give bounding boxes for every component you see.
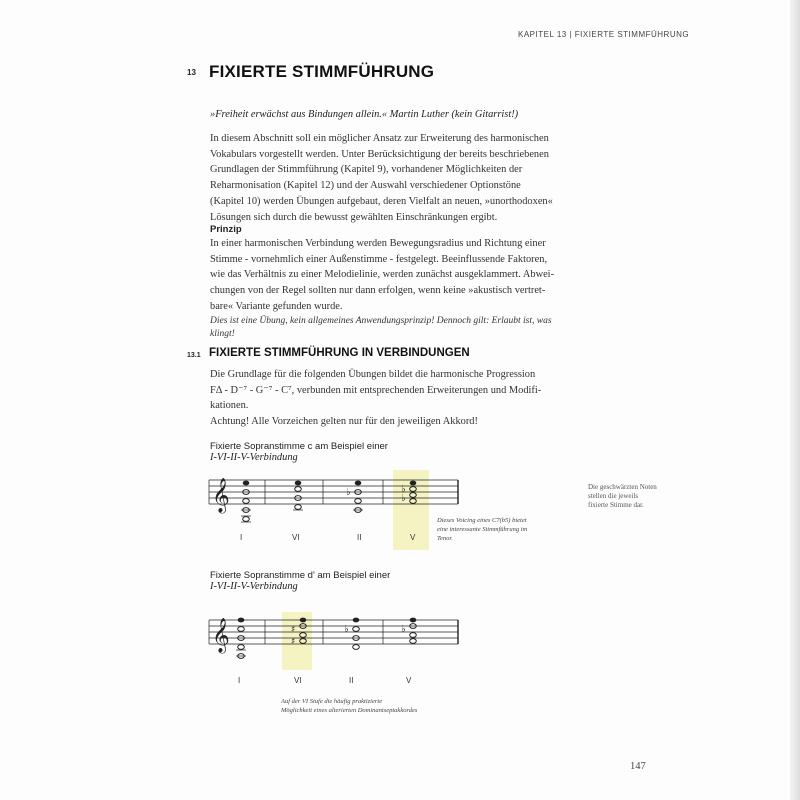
prinzip-paragraph <box>210 236 554 341</box>
section-line: FΔ - D⁻⁷ - G⁻⁷ - C⁷, verbunden mit entsprechenden Erweiterungen und Modifi- <box>210 384 542 396</box>
example1-numeral: I <box>240 533 243 542</box>
annotation-line: eine interessante Stimmführung im <box>437 526 528 533</box>
intro-line: Grundlagen der Stimmführung (Kapitel 9), vorhandener Möglichkeiten der <box>210 164 523 176</box>
example1-annotation <box>437 516 527 543</box>
prinzip-heading: Prinzip <box>210 224 242 235</box>
section-line: kationen. <box>210 400 249 412</box>
page-edge-shadow <box>790 0 800 800</box>
example2-numeral: I <box>238 676 241 685</box>
section-note <box>210 414 478 430</box>
svg-text:♭: ♭ <box>401 484 406 495</box>
example2-numeral: V <box>406 676 412 685</box>
intro-paragraph <box>210 131 553 225</box>
example1-subtitle: I-VI-II-V-Verbindung <box>210 452 298 463</box>
side-note-line: stellen die jeweils <box>588 492 639 500</box>
section-line: Die Grundlage für die folgenden Übungen bildet die harmonische Progression <box>210 369 536 380</box>
example2-numeral: II <box>349 676 354 685</box>
prinzip-line: bare« Variante gefunden wurde. <box>210 300 343 312</box>
svg-text:♭: ♭ <box>346 487 351 498</box>
annotation-line: Tenor. <box>437 535 453 542</box>
running-header: KAPITEL 13 | FIXIERTE STIMMFÜHRUNG <box>518 30 690 39</box>
example2-annotation <box>281 697 417 715</box>
section-number: 13.1 <box>187 352 201 359</box>
prinzip-line: wie das Verhältnis zu einer Melodielinie, werden zunächst ausgeklammert. Abwei- <box>210 269 555 281</box>
example2-numeral: VI <box>294 676 302 685</box>
svg-text:♭: ♭ <box>401 493 406 504</box>
intro-line: Lösungen sich durch die bewusst gewählten Einschränkungen ergibt. <box>210 211 498 223</box>
annotation-line: Möglichkeit eines alterierten Dominantseptakkordes <box>281 707 418 714</box>
svg-text:♭: ♭ <box>344 624 349 635</box>
epigraph-quote: »Freiheit erwächst aus Bindungen allein.« Martin Luther (kein Gitarrist!) <box>210 109 519 120</box>
treble-clef-icon: 𝄞 <box>212 478 230 513</box>
side-note-line: fixierte Stimme dar. <box>588 501 644 509</box>
svg-text:♭: ♭ <box>401 624 406 635</box>
side-note <box>588 483 657 510</box>
example1-staff <box>206 472 461 532</box>
section-paragraph <box>210 367 541 414</box>
annotation-line: Auf der VI Stufe die häufig praktizierte <box>281 698 383 705</box>
section-title: FIXIERTE STIMMFÜHRUNG IN VERBINDUNGEN <box>209 347 470 359</box>
prinzip-line: In einer harmonischen Verbindung werden Bewegungsradius und Richtung einer <box>210 238 546 249</box>
chapter-number: 13 <box>187 68 196 77</box>
treble-clef-icon: 𝄞 <box>212 618 230 653</box>
annotation-line: Dieses Voicing eines C7(b5) bietet <box>437 517 527 524</box>
prinzip-italic-line: Dies ist eine Übung, kein allgemeines Anwendungsprinzip! Dennoch gilt: Erlaubt ist, was <box>210 315 552 326</box>
svg-text:♯: ♯ <box>291 625 296 635</box>
intro-line: Vokabulars vorgestellt werden. Unter Berücksichtigung der bereits beschriebenen <box>210 148 549 160</box>
intro-line: Reharmonisation (Kapitel 12) und der Auswahl verschiedener Optionstöne <box>210 180 521 192</box>
page-number: 147 <box>630 761 646 772</box>
section-note-line: Achtung! Alle Vorzeichen gelten nur für den jeweiligen Akkord! <box>210 416 478 427</box>
example1-numeral: II <box>357 533 362 542</box>
prinzip-line: chungen von der Regel sollten nur dann erfolgen, wenn keine »akustisch vertret- <box>210 285 546 297</box>
example1-numeral: V <box>410 533 416 542</box>
example2-staff <box>206 612 461 672</box>
example1-title: Fixierte Sopranstimme c am Beispiel einer <box>210 441 388 452</box>
svg-text:♯: ♯ <box>291 637 296 647</box>
side-note-line: Die geschwärzten Noten <box>588 483 657 491</box>
intro-line: (Kapitel 10) werden Übungen aufgebaut, deren Vielfalt an neuen, »unorthodoxen« <box>210 195 553 207</box>
prinzip-italic-line: klingt! <box>210 328 235 339</box>
intro-line: In diesem Abschnitt soll ein möglicher Ansatz zur Erweiterung des harmonischen <box>210 133 549 144</box>
example2-subtitle: I-VI-II-V-Verbindung <box>210 581 298 592</box>
prinzip-line: Stimme - vornehmlich einer Außenstimme - festgelegt. Beeinflussende Faktoren, <box>210 253 548 265</box>
chapter-title: FIXIERTE STIMMFÜHRUNG <box>209 62 435 81</box>
example1-numeral: VI <box>292 533 300 542</box>
example2-title: Fixierte Sopranstimme d' am Beispiel einer <box>210 570 391 581</box>
